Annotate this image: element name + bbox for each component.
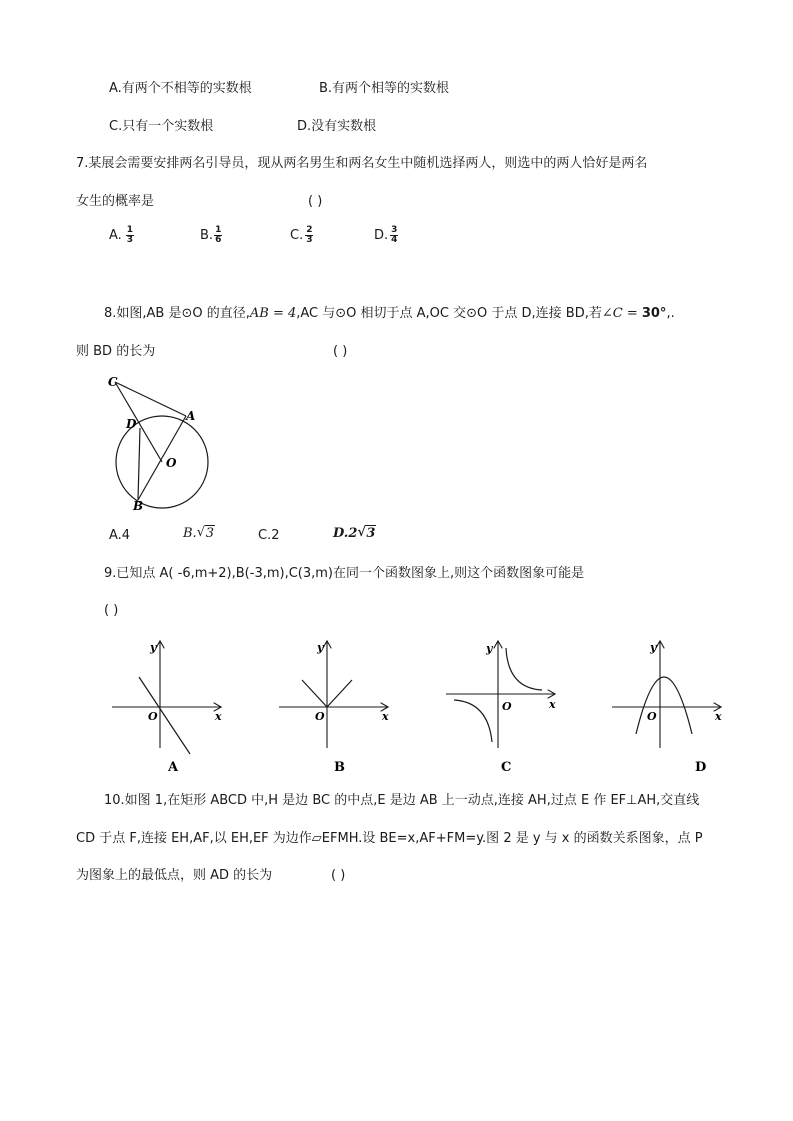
- q8-stem-line2: 则 BD 的长为: [76, 344, 156, 359]
- hyperbola-branch-upper: [506, 648, 542, 690]
- q9-graph-a: [108, 636, 238, 776]
- q7-option-c-fraction: [305, 226, 313, 245]
- q10-stem-line1: 10.如图 1,在矩形 ABCD 中,H 是边 BC 的中点,E 是边 AB 上一动点,连接 AH,过点 E 作 EF⊥AH,交直线: [104, 793, 700, 808]
- q7-option-d-fraction: [390, 226, 398, 245]
- origin-label: O: [148, 710, 158, 723]
- q8-angle-c: ∠C =: [601, 306, 642, 321]
- q8-answer-paren: ( ): [333, 344, 348, 359]
- q7-option-d-label: D.: [374, 228, 389, 243]
- q9-answer-paren: ( ): [104, 603, 119, 618]
- y-axis-label: y: [317, 641, 324, 654]
- q8-option-c: C.2: [258, 528, 280, 543]
- q8-option-d-label: D.2: [333, 526, 358, 541]
- q7-a-denominator: 3: [126, 235, 134, 245]
- origin-label: O: [647, 710, 657, 723]
- parabola-curve: [636, 677, 692, 734]
- q8-option-b-sqrt: [197, 527, 215, 540]
- q9-stem-line1: 9.已知点 A( -6,m+2),B(-3,m),C(3,m)在同一个函数图象上,则这个函数图象可能是: [104, 566, 585, 581]
- segment-co: [115, 382, 162, 462]
- q8-option-b: [183, 527, 215, 540]
- q8-angle-value: 30°: [641, 306, 667, 321]
- q7-c-numerator: 2: [306, 225, 313, 235]
- q8-stem-part3: ,.: [666, 306, 675, 321]
- q6-option-b: B.有两个相等的实数根: [319, 81, 450, 96]
- q6-option-c: C.只有一个实数根: [109, 119, 214, 134]
- q7-option-c-label: C.: [290, 228, 304, 243]
- hyperbola-branch-lower: [454, 700, 492, 742]
- q9-graph-c: [442, 636, 572, 776]
- q6-option-a: A.有两个不相等的实数根: [109, 81, 252, 96]
- q7-answer-paren: ( ): [308, 194, 323, 209]
- q10-stem-line2: CD 于点 F,连接 EH,AF,以 EH,EF 为边作▱EFMH.设 BE=x,AF+FM=y.图 2 是 y 与 x 的函数关系图象，点 P: [76, 831, 703, 846]
- q7-option-b: [200, 226, 222, 245]
- point-d-label: D: [126, 417, 137, 431]
- point-o-label: O: [166, 456, 177, 470]
- q8-option-d-radicand: 3: [366, 526, 376, 541]
- graph-label: B: [334, 760, 345, 775]
- x-axis-label: x: [715, 710, 722, 723]
- q8-option-d: [333, 527, 376, 540]
- graph-label: D: [695, 760, 707, 775]
- q7-a-numerator: 1: [126, 225, 134, 235]
- point-a-label: A: [186, 409, 196, 423]
- x-axis-label: x: [215, 710, 222, 723]
- y-axis-label: y: [650, 641, 657, 654]
- point-b-label: B: [133, 499, 144, 512]
- origin-label: O: [315, 710, 325, 723]
- q7-option-c: [290, 226, 313, 245]
- q8-option-b-radicand: 3: [205, 526, 214, 541]
- q10-stem-line3: 为图象上的最低点，则 AD 的长为: [76, 868, 273, 883]
- graph-label: C: [501, 760, 512, 775]
- q7-option-a: [109, 226, 134, 245]
- segment-bd: [138, 428, 140, 500]
- q8-ab-expression: AB = 4: [249, 306, 297, 321]
- point-c-label: C: [108, 375, 118, 389]
- q7-stem-line2: 女生的概率是: [76, 194, 155, 209]
- q8-stem-line1: [104, 307, 675, 320]
- q8-stem-part1: 8.如图,AB 是⊙O 的直径,: [104, 306, 250, 321]
- q7-b-numerator: 1: [215, 225, 222, 235]
- q6-option-d: D.没有实数根: [297, 119, 377, 134]
- q7-b-denominator: 6: [215, 235, 222, 245]
- q7-option-a-fraction: [126, 226, 134, 245]
- linear-function-line: [139, 677, 190, 754]
- x-axis-label: x: [382, 710, 389, 723]
- q7-option-b-label: B.: [200, 228, 214, 243]
- y-axis-label: y: [486, 642, 493, 655]
- q7-c-denominator: 3: [306, 235, 313, 245]
- q9-graph-d: [608, 636, 738, 776]
- q7-option-d: [374, 226, 398, 245]
- q8-option-b-label: B.: [183, 526, 197, 541]
- diameter-ab: [138, 416, 186, 500]
- y-axis-label: y: [150, 641, 157, 654]
- q8-option-d-sqrt: [357, 527, 376, 540]
- q7-option-b-fraction: [214, 226, 222, 245]
- q7-d-numerator: 3: [391, 225, 398, 235]
- q7-d-denominator: 4: [391, 235, 398, 245]
- q8-stem-part2: ,AC 与⊙O 相切于点 A,OC 交⊙O 于点 D,连接 BD,若: [296, 306, 602, 321]
- x-axis-label: x: [549, 698, 556, 711]
- q9-graph-b: [275, 636, 405, 776]
- origin-label: O: [502, 700, 512, 713]
- q10-answer-paren: ( ): [331, 868, 346, 883]
- graph-label: A: [168, 760, 179, 775]
- q8-circle-figure: [100, 372, 220, 512]
- q7-option-a-label: A.: [109, 228, 122, 243]
- q7-stem-line1: 7.某展会需要安排两名引导员，现从两名男生和两名女生中随机选择两人，则选中的两人恰好是两名: [76, 156, 648, 171]
- q8-option-a: A.4: [109, 528, 131, 543]
